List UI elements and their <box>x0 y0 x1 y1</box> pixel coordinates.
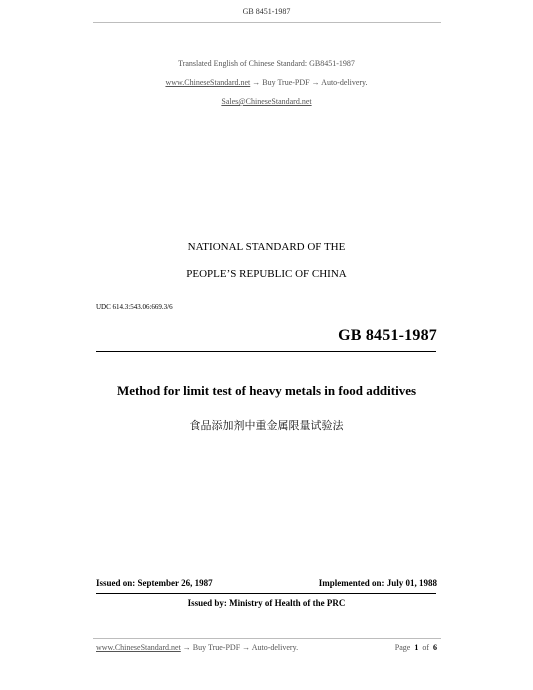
buy-pdf-text: Buy True-PDF <box>262 78 310 87</box>
document-title-chinese: 食品添加剂中重金属限量试验法 <box>189 419 344 432</box>
sales-email-link[interactable]: Sales@ChineseStandard.net <box>221 97 312 106</box>
page-of-label: of <box>422 643 429 652</box>
translation-note: Translated English of Chinese Standard: GB8451-1987 <box>178 59 355 68</box>
email-line <box>0 97 533 106</box>
purchase-line <box>0 78 533 87</box>
document-title: Method for limit test of heavy metals in food additives <box>116 383 417 398</box>
footer-auto-delivery-text: Auto-delivery. <box>251 643 299 652</box>
standard-number: GB 8451-1987 <box>338 327 437 344</box>
page-label: Page <box>394 643 411 652</box>
auto-delivery-text: Auto-delivery. <box>321 78 368 87</box>
footer-purchase-line <box>96 643 298 652</box>
title-divider <box>96 351 436 352</box>
page-indicator <box>395 643 437 652</box>
udc-code: UDC 614.3:543.06:669.3/6 <box>96 303 173 311</box>
page-total: 6 <box>433 643 437 652</box>
arrow-right-icon: → <box>242 643 251 652</box>
site-link[interactable]: www.ChineseStandard.net <box>165 78 251 87</box>
dates-divider <box>96 593 436 594</box>
standard-title-line2: PEOPLE’S REPUBLIC OF CHINA <box>186 268 347 280</box>
footer-site-link[interactable]: www.ChineseStandard.net <box>96 643 181 652</box>
implemented-on-date: Implemented on: July 01, 1988 <box>318 578 437 588</box>
page-current: 1 <box>414 643 419 652</box>
arrow-right-icon: → <box>311 78 320 87</box>
footer-divider <box>93 638 441 639</box>
issuing-authority: Issued by: Ministry of Health of the PRC <box>187 598 346 608</box>
issued-on-date: Issued on: September 26, 1987 <box>96 578 213 588</box>
header-divider <box>93 22 441 23</box>
arrow-right-icon: → <box>252 78 261 87</box>
arrow-right-icon: → <box>182 643 191 652</box>
running-header: GB 8451-1987 <box>242 7 291 16</box>
standard-title-line1: NATIONAL STANDARD OF THE <box>187 241 346 253</box>
footer-buy-pdf-text: Buy True-PDF <box>192 643 241 652</box>
